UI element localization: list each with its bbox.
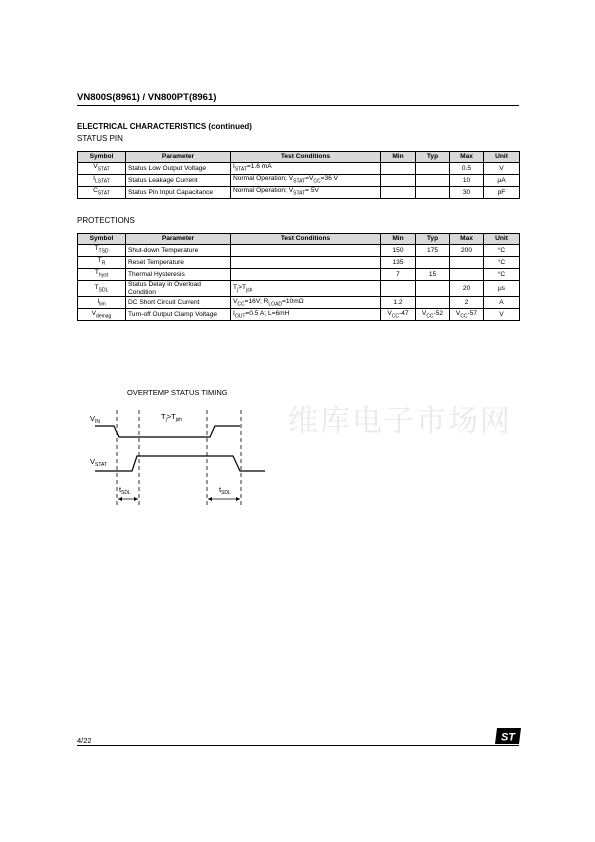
parameter-cell: Status Delay in Overload Condition — [126, 281, 231, 297]
min-cell — [381, 281, 416, 297]
max-cell: 10 — [450, 175, 484, 187]
conditions-cell — [231, 245, 381, 257]
timing-title: OVERTEMP STATUS TIMING — [127, 388, 228, 397]
parameter-cell: Status Pin Input Capacitance — [126, 187, 231, 199]
symbol-cell: $C_{STAT}$ — [78, 187, 126, 199]
parameter-cell: Thermal Hysteresis — [126, 269, 231, 281]
column-header: Min — [381, 152, 416, 163]
page-number: 4/22 — [77, 736, 92, 745]
parameter-cell: Turn-off Output Clamp Voltage — [126, 309, 231, 321]
parameter-cell: Shut-down Temperature — [126, 245, 231, 257]
max-cell — [450, 257, 484, 269]
typ-cell — [416, 175, 450, 187]
vstat-label: $V_{STAT}$ — [90, 457, 108, 468]
column-header: Max — [450, 234, 484, 245]
symbol-cell: $T_{TSD}$ — [78, 245, 126, 257]
symbol-cell: $T_{hyst}$ — [78, 269, 126, 281]
conditions-cell — [231, 257, 381, 269]
footer-rule — [77, 745, 519, 746]
parameter-cell: Reset Temperature — [126, 257, 231, 269]
symbol-cell: $I_{lim}$ — [78, 297, 126, 309]
vstat-waveform — [95, 456, 265, 471]
table-row — [78, 257, 520, 269]
min-cell: 1.2 — [381, 297, 416, 309]
typ-cell: 175 — [416, 245, 450, 257]
max-cell: 200 — [450, 245, 484, 257]
header-rule — [77, 105, 519, 106]
column-header: Symbol — [78, 234, 126, 245]
typ-cell — [416, 281, 450, 297]
overtemp-timing-diagram — [85, 384, 265, 514]
status-pin-table — [77, 151, 520, 199]
min-cell: 7 — [381, 269, 416, 281]
symbol-cell: $I_{LSTAT}$ — [78, 175, 126, 187]
min-cell — [381, 163, 416, 175]
column-header: Test Conditions — [231, 152, 381, 163]
max-cell — [450, 269, 484, 281]
column-header: Min — [381, 234, 416, 245]
column-header: Max — [450, 152, 484, 163]
column-header: Parameter — [126, 234, 231, 245]
unit-cell: °C — [484, 245, 520, 257]
status-pin-title: STATUS PIN — [77, 134, 123, 143]
max-cell: 30 — [450, 187, 484, 199]
conditions-cell: Normal Operation; $V_{STAT}= 5V$ — [231, 187, 381, 199]
typ-cell: 15 — [416, 269, 450, 281]
column-header: Test Conditions — [231, 234, 381, 245]
column-header: Parameter — [126, 152, 231, 163]
max-cell: 20 — [450, 281, 484, 297]
unit-cell: V — [484, 163, 520, 175]
unit-cell: °C — [484, 269, 520, 281]
symbol-cell: $V_{demag}$ — [78, 309, 126, 321]
section-title: ELECTRICAL CHARACTERISTICS (continued) — [77, 122, 252, 131]
typ-cell — [416, 297, 450, 309]
column-header: Unit — [484, 152, 520, 163]
table-row — [78, 297, 520, 309]
svg-text:ST: ST — [500, 731, 516, 744]
typ-cell: $V_{CC}-52$ — [416, 309, 450, 321]
unit-cell: µs — [484, 281, 520, 297]
unit-cell: pF — [484, 187, 520, 199]
conditions-cell: Normal Operation; $V_{STAT}=V_{CC}=36$ V — [231, 175, 381, 187]
conditions-cell: $I_{STAT}=1.6$ mA — [231, 163, 381, 175]
min-cell — [381, 187, 416, 199]
table-row — [78, 245, 520, 257]
column-header: Unit — [484, 234, 520, 245]
st-logo-icon — [495, 728, 521, 744]
column-header: Typ — [416, 152, 450, 163]
min-cell — [381, 175, 416, 187]
protections-table — [77, 233, 520, 321]
typ-cell — [416, 163, 450, 175]
table-row — [78, 281, 520, 297]
watermark: 维库电子市场网 — [288, 404, 512, 439]
table-row — [78, 269, 520, 281]
vin-label: $V_{IN}$ — [90, 414, 101, 425]
symbol-cell: $V_{STAT}$ — [78, 163, 126, 175]
unit-cell: A — [484, 297, 520, 309]
column-header: Symbol — [78, 152, 126, 163]
max-cell: 2 — [450, 297, 484, 309]
table-row — [78, 163, 520, 175]
max-cell: 0.5 — [450, 163, 484, 175]
min-cell: 150 — [381, 245, 416, 257]
tsdl-label-left: $t_{SDL}$ — [119, 485, 131, 496]
conditions-cell: $T_j>T_{jsh}$ — [231, 281, 381, 297]
conditions-cell — [231, 269, 381, 281]
document-header: VN800S(8961) / VN800PT(8961) — [77, 92, 217, 103]
conditions-cell: $I_{OUT}=0.5$ A; L=6mH — [231, 309, 381, 321]
min-cell: 135 — [381, 257, 416, 269]
table-row — [78, 309, 520, 321]
protections-title: PROTECTIONS — [77, 216, 135, 225]
symbol-cell: $T_{SDL}$ — [78, 281, 126, 297]
overtemp-condition-label: $T_j>T_{jsh}$ — [161, 412, 183, 423]
column-header: Typ — [416, 234, 450, 245]
min-cell: $V_{CC}-47$ — [381, 309, 416, 321]
table-row — [78, 175, 520, 187]
symbol-cell: $T_R$ — [78, 257, 126, 269]
typ-cell — [416, 187, 450, 199]
typ-cell — [416, 257, 450, 269]
parameter-cell: DC Short Circuit Current — [126, 297, 231, 309]
unit-cell: V — [484, 309, 520, 321]
max-cell: $V_{CC}-57$ — [450, 309, 484, 321]
tsdl-label-right: $t_{SDL}$ — [219, 485, 231, 496]
table-row — [78, 187, 520, 199]
conditions-cell: $V_{CC}=16V$; $R_{LOAD}=10m\Omega$ — [231, 297, 381, 309]
parameter-cell: Status Leakage Current — [126, 175, 231, 187]
unit-cell: °C — [484, 257, 520, 269]
parameter-cell: Status Low Output Voltage — [126, 163, 231, 175]
unit-cell: µA — [484, 175, 520, 187]
